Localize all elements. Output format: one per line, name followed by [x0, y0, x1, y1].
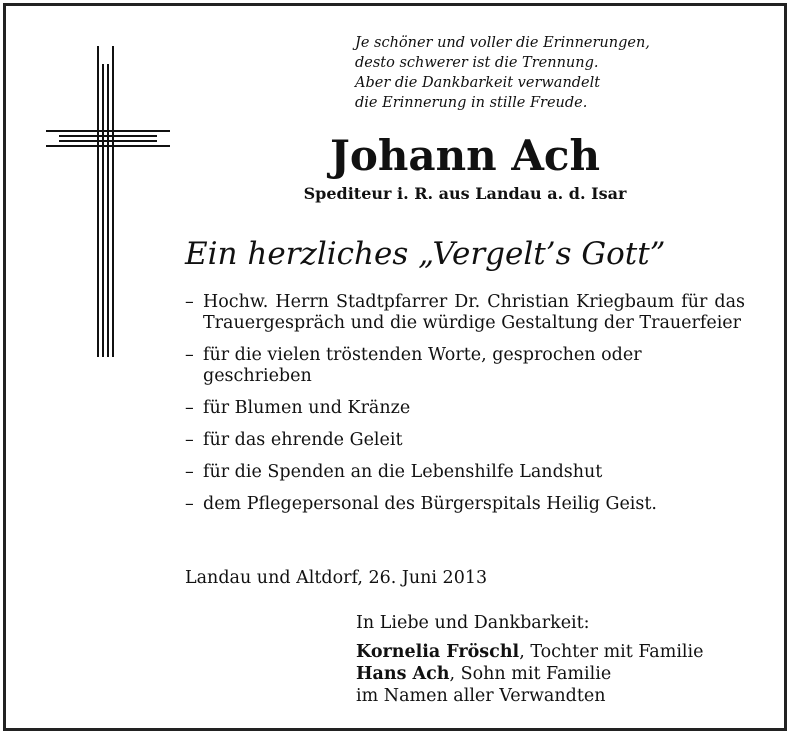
place-date: Landau und Altdorf, 26. Juni 2013: [185, 568, 488, 588]
mourner-relation: , Tochter mit Familie: [519, 642, 704, 662]
dash-mark: –: [185, 292, 194, 312]
thanks-item-text: dem Pflegepersonal des Bürgerspitals Heilig Geist.: [203, 494, 657, 514]
thanks-item: [185, 345, 683, 387]
dash-mark: –: [185, 398, 194, 418]
thanks-item: [185, 430, 745, 451]
thanks-item: [185, 462, 745, 483]
thanks-heading: Ein herzliches „Vergelt’s Gott”: [185, 236, 666, 272]
thanks-item-text: für die vielen tröstenden Worte, gesprochen oder geschrieben: [203, 345, 642, 386]
thanks-list: [185, 292, 745, 515]
mourner-line: [356, 663, 703, 685]
dash-mark: –: [185, 494, 194, 514]
cross-icon: [0, 0, 200, 380]
dash-mark: –: [185, 462, 194, 482]
memorial-quote: [355, 33, 735, 113]
thanks-item-text: für das ehrende Geleit: [203, 430, 403, 450]
quote-line: die Erinnerung in stille Freude.: [355, 95, 588, 111]
signature-closing: im Namen aller Verwandten: [356, 686, 606, 706]
thanks-item: [185, 292, 745, 334]
dash-mark: –: [185, 430, 194, 450]
dash-mark: –: [185, 345, 194, 365]
thanks-item: [185, 494, 745, 515]
signature-block: [356, 612, 703, 707]
thanks-item: [185, 398, 745, 419]
quote-line: Je schöner und voller die Erinnerungen,: [355, 35, 650, 51]
quote-line: desto schwerer ist die Trennung.: [355, 55, 599, 71]
signature-intro: In Liebe und Dankbarkeit:: [356, 613, 590, 633]
thanks-item-text: Hochw. Herrn Stadtpfarrer Dr. Christian Kriegbaum für das Trauergespräch und die würdige Gestaltung der Trauerfeier: [203, 292, 745, 333]
mourner-name: Hans Ach: [356, 664, 450, 684]
quote-line: Aber die Dankbarkeit verwandelt: [355, 75, 601, 91]
mourner-relation: , Sohn mit Familie: [449, 664, 612, 684]
thanks-item-text: für die Spenden an die Lebenshilfe Landshut: [203, 462, 603, 482]
thanks-item-text: für Blumen und Kränze: [203, 398, 411, 418]
mourner-line: [356, 641, 703, 663]
deceased-name: Johann Ach: [329, 131, 601, 180]
deceased-description: Spediteur i. R. aus Landau a. d. Isar: [303, 184, 627, 203]
mourner-name: Kornelia Fröschl: [356, 642, 520, 662]
